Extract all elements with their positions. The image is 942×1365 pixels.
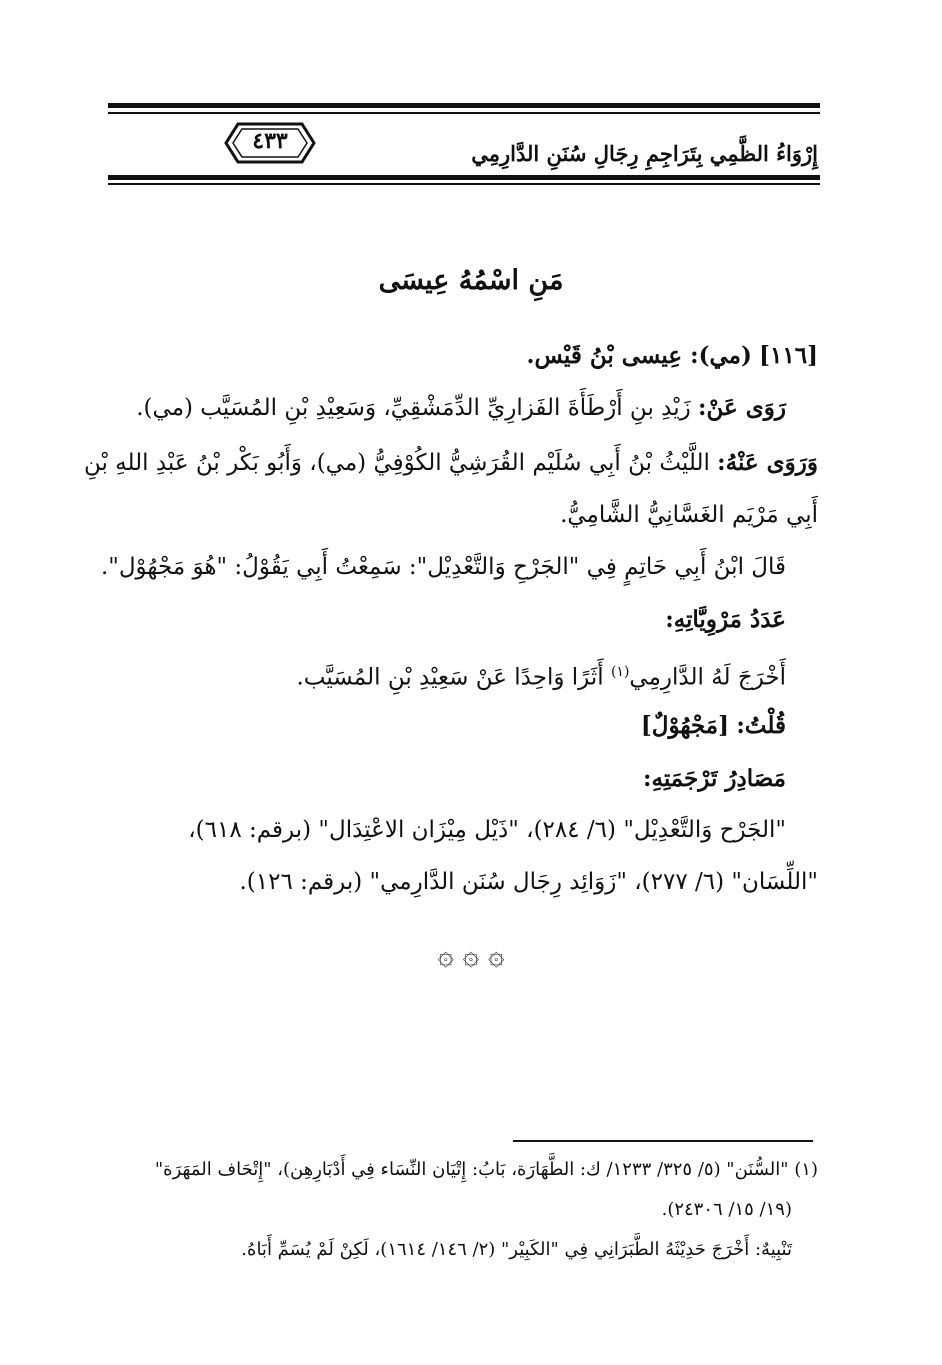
sources-line-1: "الجَرْح وَالتَّعْدِيْل" (٦/ ٢٨٤)، "ذَيْل مِيْزَان الاعْتِدَال" (برقم: ٦١٨)، [188,817,786,843]
section-title: مَنِ اسْمُهُ عِيسَى [378,265,564,296]
author-verdict-label: قُلْتُ: [736,712,786,739]
footnote-marker: (١) [610,664,630,680]
header-rule-top-thin [108,112,820,114]
sources-heading: مَصَادِرُ تَرْجَمَتِهِ: [643,765,786,792]
narrations-count-text-a: أَخْرَجَ لَهُ الدَّارِمِي [629,664,786,691]
ibn-abi-hatim-quote: قَالَ ابْنُ أَبِي حَاتِمٍ فِي "الجَرْحِ وَالتَّعْدِيْل": سَمِعْتُ أَبِي يَقُوْلُ: "هُوَ مَجْهُوْل". [100,554,786,580]
author-verdict-line [118,710,786,742]
narrated-by-label: وَرَوَى عَنْهُ: [717,449,818,476]
sources-line-2: "اللِّسَان" (٦/ ٢٧٧)، "زَوَائِد رِجَال سُنَن الدَّارِمي" (برقم: ١٢٦). [239,869,818,895]
header-rule-bottom-thin [108,183,820,185]
narrated-by-line [83,447,818,479]
footnote-separator [513,1140,813,1142]
narrated-from-line [118,392,786,424]
narrated-from-text: زَيْدِ بنِ أَرْطَأَةَ الفَزارِيِّ الدِّمَشْقِيِّ، وَسَعِيْدِ بْنِ المُسَيَّب (مي). [136,395,691,421]
page-number: ٤٣٣ [252,128,288,154]
narrated-by-continuation: أَبِي مَرْيَم الغَسَّانِيُّ الشَّامِيُّ. [560,502,818,528]
header-rule-bottom [108,175,820,180]
narrations-count-text-b: أَثَرًا وَاحِدًا عَنْ سَعِيْدِ بْنِ المُسَيَّب. [296,664,604,691]
narrations-count-heading: عَدَدُ مَرْوِيَّاتِهِ: [665,606,786,633]
header-rule-top [108,103,820,108]
narrations-count-text [118,657,786,694]
author-verdict-value: [مَجْهُوْلٌ] [640,712,729,739]
entry-heading-line [118,340,818,372]
entry-number: [١١٦] [759,342,818,369]
narrated-from-label: رَوَى عَنْ: [698,394,786,421]
running-header-title: إِرْوَاءُ الظَّمِي بِتَرَاجِمِ رِجَالِ سُنَنِ الدَّارِمِي [471,141,818,166]
narrated-by-text: اللَّيْثُ بْنُ أَبِي سُلَيْم القُرَشِيُّ الكُوْفِيُّ (مي)، وَأَبُو بَكْر بْنُ عَبْدِ اللهِ بْنِ [83,450,710,476]
section-end-ornament-icon: ۞ ۞ ۞ [437,938,505,971]
footnote-note: تَنْبِيهٌ: أَخْرَجَ حَدِيْثَهُ الطَّبَرَانِي فِي "الكَبِيْر" (٢/ ١٤٦/ ١٦١٤)، لَكِنْ لَمْ يُسَمِّ أَبَاهُ. [241,1239,792,1260]
entry-name: (مي): عِيسى بْنُ قَيْس. [526,342,752,369]
footnote-1-line-1: (١) "السُّنَن" (٥/ ٣٢٥/ ١٢٣٣/ ك: الطَّهَارَة، بَابُ: إِتْيَان النِّسَاء فِي أَدْبَارِهِن)، "إِتْحَاف المَهَرَة" [154,1159,818,1180]
footnote-1-line-2: (١٩/ ١٥/ ٢٤٣٠٦). [661,1199,792,1220]
